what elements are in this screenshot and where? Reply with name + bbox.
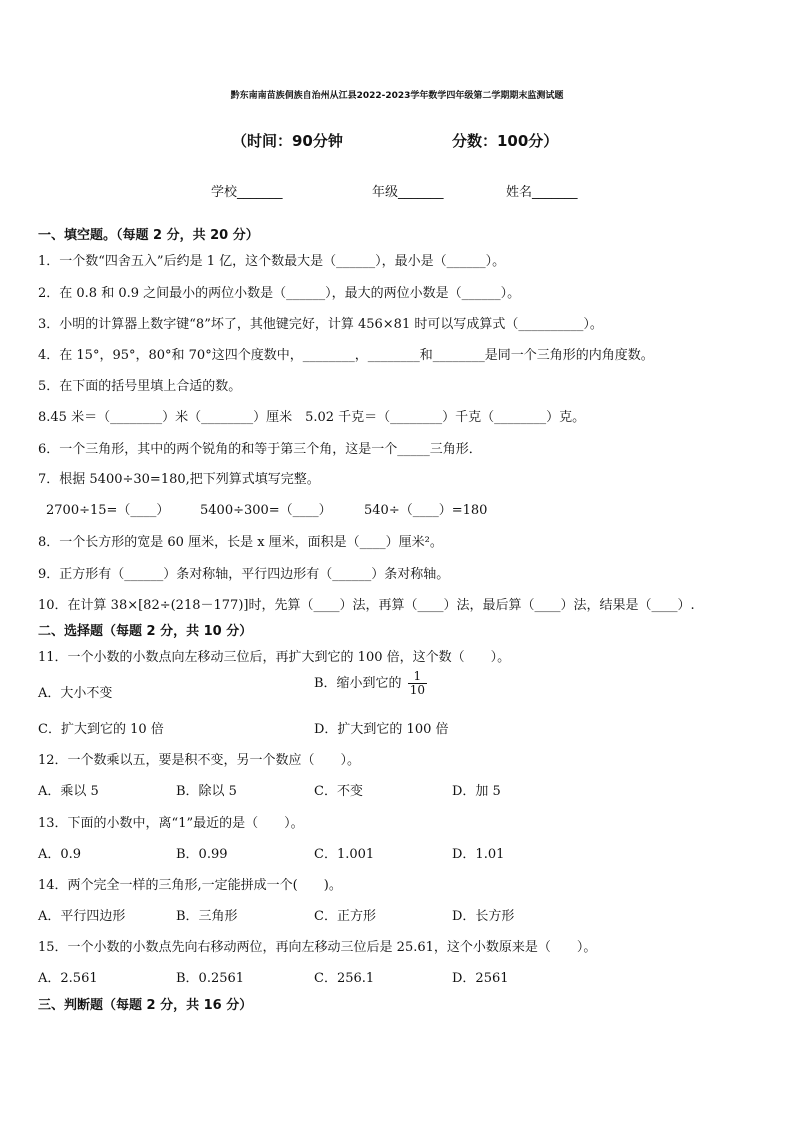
question-14-option-a: A．平行四边形 [38,909,126,924]
fraction-denominator: 10 [409,683,425,698]
question-13-option-b: B．0.99 [176,847,228,862]
question-9: 9．正方形有（______）条对称轴，平行四边形有（______）条对称轴。 [38,567,450,582]
question-3: 3．小明的计算器上数字键“8”坏了，其他键完好，计算 456×81 时可以写成算式（__________）。 [38,317,603,332]
question-13-option-c: C．1.001 [314,847,375,862]
question-15-option-d: D．2561 [452,971,509,986]
question-11-option-a: A．大小不变 [38,686,113,701]
section-heading-choice: 二、选择题（每题 2 分，共 10 分） [38,624,253,639]
exam-time: （时间：90分钟 [232,132,343,150]
question-7-item-c: 540÷（____）=180 [364,503,488,518]
grade-field: 年级_______ [372,185,444,200]
question-2: 2．在 0.8 和 0.9 之间最小的两位小数是（______），最大的两位小数是（______）。 [38,286,521,301]
section-heading-fill-in: 一、填空题。（每题 2 分，共 20 分） [38,228,259,243]
question-7: 7．根据 5400÷30=180,把下列算式填写完整。 [38,472,320,487]
question-11-option-d: D．扩大到它的 100 倍 [314,722,449,737]
question-15-option-c: C．256.1 [314,971,375,986]
option-b-label: B．缩小到它的 [314,676,402,692]
question-7-item-a: 2700÷15=（____） [46,503,170,518]
question-15-option-b: B．0.2561 [176,971,245,986]
question-12: 12．一个数乘以五，要是积不变，另一个数应（ ）。 [38,753,361,768]
question-12-option-c: C．不变 [314,784,363,799]
question-12-option-a: A．乘以 5 [38,784,99,799]
question-11-option-b [314,670,427,697]
question-14-option-c: C．正方形 [314,909,376,924]
question-13: 13．下面的小数中，离“1”最近的是（ ）。 [38,816,304,831]
page-title: 黔东南南苗族侗族自治州从江县2022-2023学年数学四年级第二学期期末监测试题 [230,91,564,101]
question-13-option-a: A．0.9 [38,847,82,862]
question-12-option-d: D．加 5 [452,784,501,799]
question-4: 4．在 15°，95°，80°和 70°这四个度数中，________，________和________是同一个三角形的内角度数。 [38,348,654,363]
exam-score: 分数：100分） [452,132,559,150]
question-7-item-b: 5400÷300=（____） [200,503,332,518]
question-13-option-d: D．1.01 [452,847,505,862]
question-11-option-c: C．扩大到它的 10 倍 [38,722,164,737]
question-12-option-b: B．除以 5 [176,784,237,799]
question-8: 8．一个长方形的宽是 60 厘米，长是 x 厘米，面积是（____）厘米²。 [38,535,443,550]
question-14-option-d: D．长方形 [452,909,515,924]
school-field: 学校_______ [211,185,283,200]
question-10: 10．在计算 38×[82÷(218－177)]时，先算（____）法，再算（____）法，最后算（____）法，结果是（____）. [38,598,695,613]
question-11: 11．一个小数的小数点向左移动三位后，再扩大到它的 100 倍，这个数（ ）。 [38,650,511,665]
fraction [408,670,427,697]
question-5-items: 8.45 米＝（________）米（________）厘米 5.02 千克＝（________）千克（________）克。 [38,410,586,425]
question-14: 14．两个完全一样的三角形,一定能拼成一个( )。 [38,878,342,893]
question-5: 5．在下面的括号里填上合适的数。 [38,379,242,394]
fraction-numerator: 1 [408,670,427,684]
question-1: 1．一个数“四舍五入”后约是 1 亿，这个数最大是（______），最小是（______）。 [38,254,506,269]
question-14-option-b: B．三角形 [176,909,238,924]
section-heading-true-false: 三、判断题（每题 2 分，共 16 分） [38,998,253,1013]
question-6: 6．一个三角形，其中的两个锐角的和等于第三个角，这是一个_____三角形． [38,442,482,457]
name-field: 姓名_______ [506,185,578,200]
question-15-option-a: A．2.561 [38,971,98,986]
question-15: 15．一个小数的小数点先向右移动两位，再向左移动三位后是 25.61，这个小数原来是（ ）。 [38,940,597,955]
